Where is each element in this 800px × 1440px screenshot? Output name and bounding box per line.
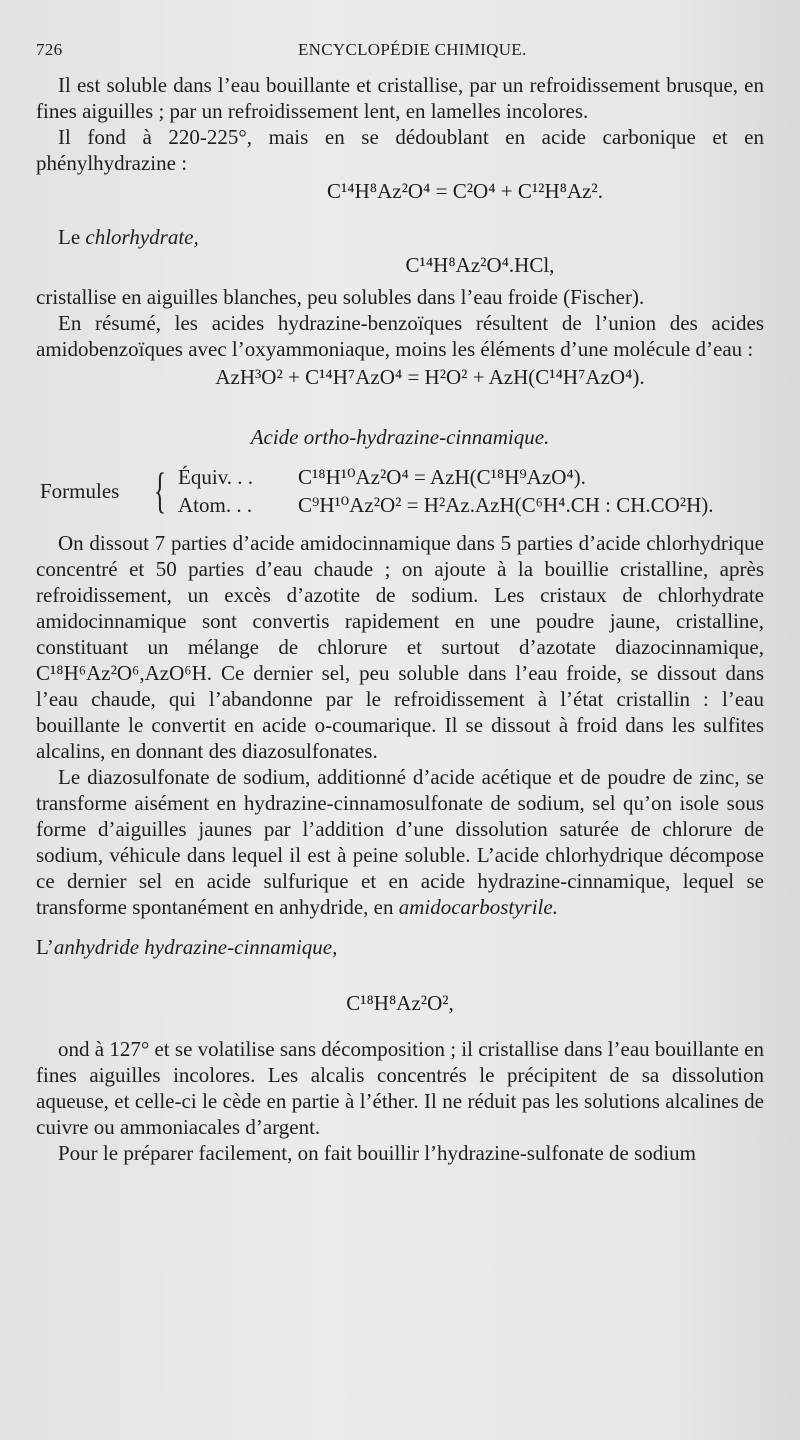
atom-formula: C⁹H¹⁰Az²O² = H²Az.AzH(C⁶H⁴.CH : CH.CO²H). [298, 493, 714, 517]
page-number: 726 [36, 40, 63, 59]
paragraph-chlorhydrate-desc: cristallise en aiguilles blanches, peu solubles dans l’eau froide (Fischer). [36, 285, 645, 309]
section-title: Acide ortho-hydrazine-cinnamique. [250, 425, 550, 449]
anhydride-prefix: L’ [36, 935, 54, 959]
formula-atom-row [178, 492, 714, 518]
equiv-label: Équiv. . . [178, 465, 254, 489]
formules-label: Formules [40, 479, 120, 503]
diazosulfonate-text: Le diazosulfonate de sodium, additionné d’acide acétique et de poudre de zinc, se transforme aisément en hydrazine-cinnamosulfonate de sodium, sel qu’on isole sous forme d’aiguilles jaunes par l’addition d’une dissolution saturée de chlorure de sodium, véhicule dans lequel il est à peine soluble. L’acide chlorhydrique décompose ce dernier sel en acide sulfurique et en acide hydrazine-cinnamique, lequel se transforme spontanément en anhydride, en [36, 765, 764, 919]
amidocarbostyrile-italic: amidocarbostyrile. [398, 895, 558, 919]
formula-union: AzH³O² + C¹⁴H⁷AzO⁴ = H²O² + AzH(C¹⁴H⁷AzO⁴). [215, 365, 645, 389]
paragraph-prepare-easily: Pour le préparer facilement, on fait bouillir l’hydrazine-sulfonate de sodium [58, 1141, 696, 1165]
atom-label: Atom. . . [178, 493, 253, 517]
formula-equiv-row [178, 464, 586, 490]
paragraph-diazosulfonate [36, 764, 764, 920]
chlorhydrate-italic: chlorhydrate, [85, 225, 199, 249]
running-title: ENCYCLOPÉDIE CHIMIQUE. [298, 40, 527, 59]
anhydride-italic: anhydride hydrazine-cinnamique, [53, 935, 338, 959]
paragraph-solubility: Il est soluble dans l’eau bouillante et cristallise, par un refroidissement brusque, en fines aiguilles ; par un refroidissement lent, en lamelles incolores. [36, 73, 764, 123]
formula-anhydride: C¹⁸H⁸Az²O², [346, 991, 454, 1015]
formules-brace: { [154, 462, 166, 518]
formula-decomposition: C¹⁴H⁸Az²O⁴ = C²O⁴ + C¹²H⁸Az². [327, 179, 603, 203]
chlorhydrate-prefix: Le [58, 225, 86, 249]
paragraph-anhydride-props: ond à 127° et se volatilise sans décomposition ; il cristallise dans l’eau bouillante en fines aiguilles incolores. Les alcalis concentrés le précipitent de sa dissolution aqueuse, et celle-ci le cède en partie à l’éther. Il ne réduit pas les solutions alcalines de cuivre ou ammoniacales d’argent. [36, 1037, 764, 1139]
page-header [36, 40, 766, 64]
equiv-formula: C¹⁸H¹⁰Az²O⁴ = AzH(C¹⁸H⁹AzO⁴). [298, 465, 586, 489]
page-body [36, 72, 764, 1166]
paragraph-resume: En résumé, les acides hydrazine-benzoïques résultent de l’union des acides amidobenzoïques avec l’oxyammoniaque, moins les éléments d’une molécule d’eau : [36, 311, 764, 361]
formules-block [36, 464, 764, 520]
formula-chlorhydrate: C¹⁴H⁸Az²O⁴.HCl, [405, 253, 555, 277]
paragraph-preparation: On dissout 7 parties d’acide amidocinnamique dans 5 parties d’acide chlorhydrique concentré et 50 parties d’eau chaude ; on ajoute à la bouillie cristalline, après refroidissement, un excès d’azotite de sodium. Les cristaux de chlorhydrate amidocinnamique sont convertis rapidement en une poudre jaune, cristalline, constituant un mélange de chlorure et surtout d’azotate diazocinnamique, C¹⁸H⁶Az²O⁶,AzO⁶H. Ce dernier sel, peu soluble dans l’eau froide, se dissout dans l’eau chaude, qui l’abandonne par le refroidissement à l’état cristallin : l’eau bouillante le convertit en acide o-coumarique. Il se dissout à froid dans les sulfites alcalins, en donnant des diazosulfonates. [36, 531, 764, 763]
paragraph-chlorhydrate [36, 224, 764, 250]
paragraph-anhydride [36, 934, 764, 960]
paragraph-melting: Il fond à 220-225°, mais en se dédoublant en acide carbonique et en phénylhydrazine : [36, 125, 764, 175]
